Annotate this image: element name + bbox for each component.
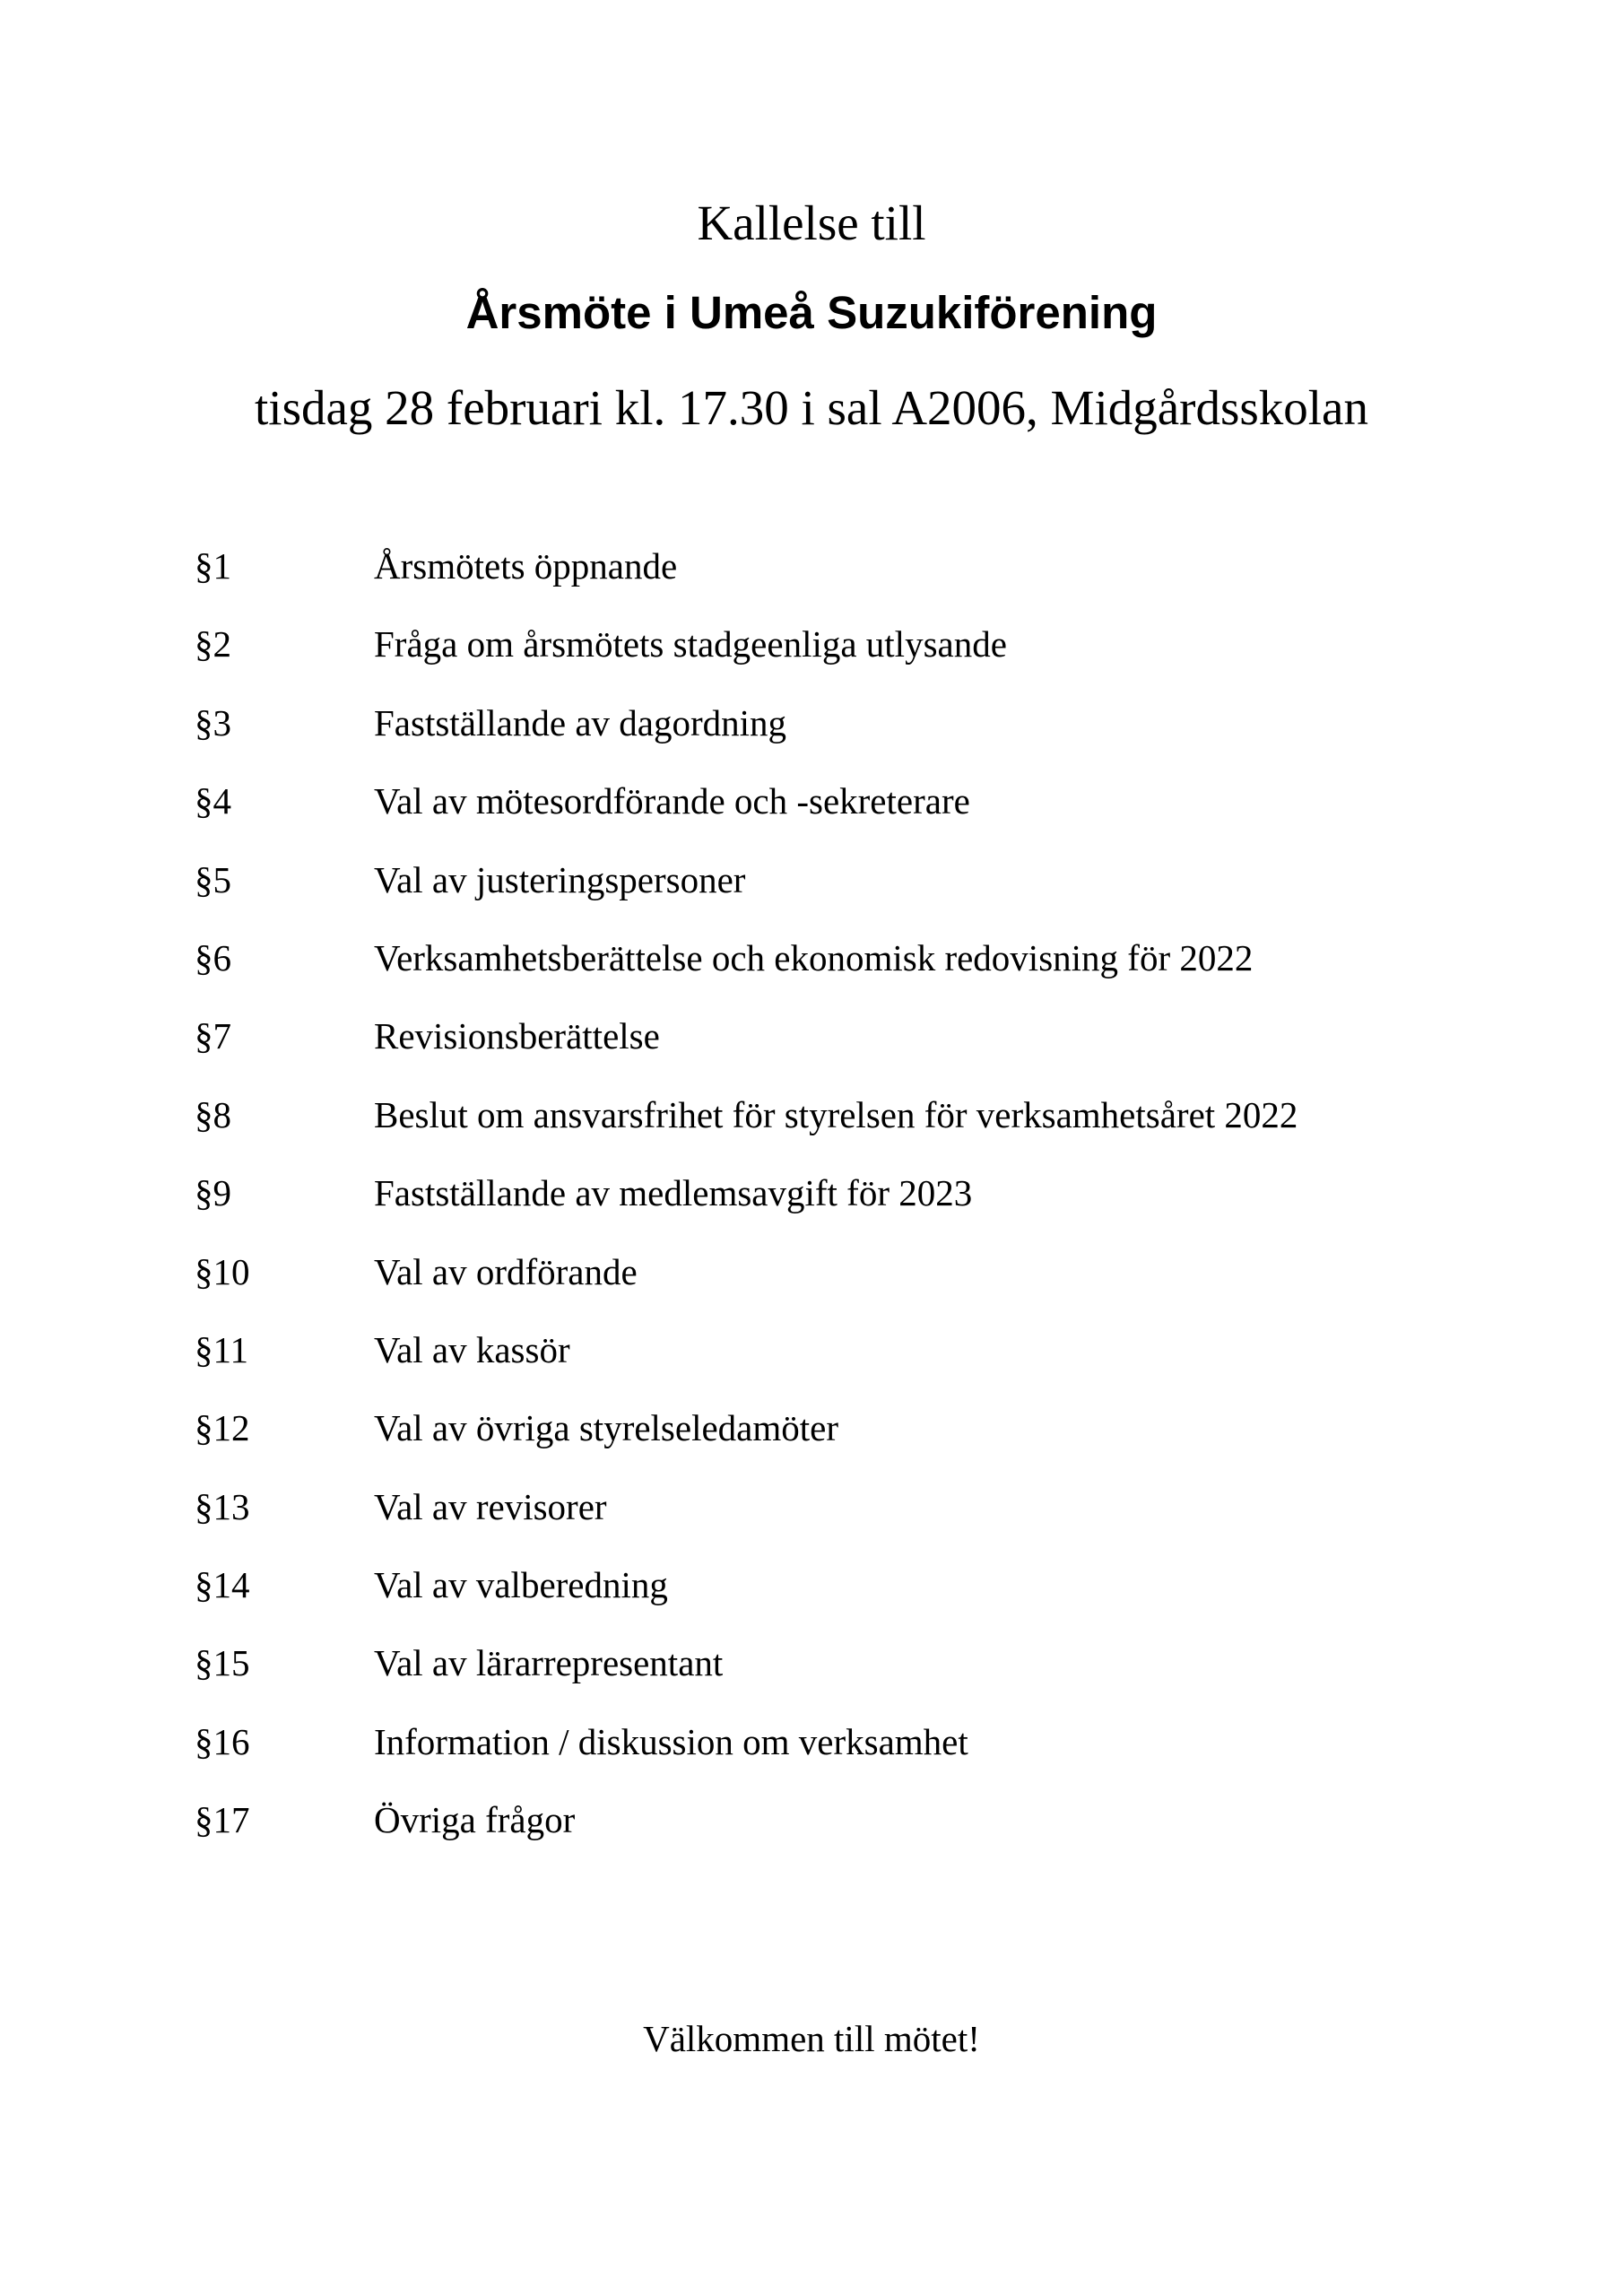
agenda-list	[0, 535, 1623, 1867]
agenda-item-text: Val av mötesordförande och -sekreterare	[374, 780, 970, 822]
agenda-item-text: Information / diskussion om verksamhet	[374, 1720, 968, 1762]
agenda-item-text: Fastställande av dagordning	[374, 701, 787, 744]
agenda-item-number: §10	[195, 1250, 250, 1292]
agenda-item	[0, 613, 1623, 691]
agenda-item	[0, 1083, 1623, 1161]
agenda-item-number: §13	[195, 1485, 250, 1527]
agenda-item-text: Val av valberedning	[374, 1564, 668, 1606]
agenda-item	[0, 848, 1623, 926]
agenda-item-text: Fastställande av medlemsavgift för 2023	[374, 1172, 973, 1214]
agenda-item	[0, 1004, 1623, 1083]
meeting-heading: Årsmöte i Umeå Suzukiförening	[465, 287, 1158, 338]
agenda-item	[0, 1318, 1623, 1396]
agenda-item	[0, 1161, 1623, 1239]
agenda-item-number: §5	[195, 858, 231, 900]
agenda-item-text: Val av kassör	[374, 1328, 570, 1370]
agenda-item-number: §6	[195, 936, 231, 978]
agenda-item	[0, 1396, 1623, 1474]
agenda-item-text: Övriga frågor	[374, 1799, 576, 1841]
agenda-item-text: Verksamhetsberättelse och ekonomisk redovisning för 2022	[374, 936, 1254, 978]
agenda-item-text: Fråga om årsmötets stadgeenliga utlysande	[374, 623, 1007, 665]
agenda-item	[0, 770, 1623, 848]
agenda-item-number: §17	[195, 1799, 250, 1841]
agenda-item	[0, 926, 1623, 1004]
agenda-item	[0, 1788, 1623, 1866]
agenda-item-text: Revisionsberättelse	[374, 1015, 660, 1057]
agenda-item-number: §7	[195, 1015, 231, 1057]
agenda-item	[0, 1710, 1623, 1788]
agenda-item-text: Val av lärarrepresentant	[374, 1642, 724, 1684]
agenda-item-text: Val av övriga styrelseledamöter	[374, 1407, 839, 1449]
agenda-item-number: §3	[195, 701, 231, 744]
agenda-item-number: §8	[195, 1093, 231, 1135]
agenda-item	[0, 1631, 1623, 1709]
meeting-details: tisdag 28 februari kl. 17.30 i sal A2006, Midgårdsskolan	[255, 380, 1368, 435]
agenda-item-text: Val av revisorer	[374, 1485, 607, 1527]
agenda-item-number: §4	[195, 780, 231, 822]
agenda-item-number: §15	[195, 1642, 250, 1684]
agenda-item	[0, 691, 1623, 770]
agenda-item-text: Beslut om ansvarsfrihet för styrelsen för verksamhetsåret 2022	[374, 1093, 1298, 1135]
agenda-item	[0, 1475, 1623, 1553]
agenda-item-number: §9	[195, 1172, 231, 1214]
agenda-item	[0, 1553, 1623, 1631]
agenda-item-text: Val av ordförande	[374, 1250, 638, 1292]
agenda-item	[0, 535, 1623, 613]
agenda-item-number: §14	[195, 1564, 250, 1606]
agenda-item	[0, 1240, 1623, 1318]
agenda-item-text: Val av justeringspersoner	[374, 858, 746, 900]
welcome-message: Välkommen till mötet!	[643, 2018, 980, 2059]
agenda-item-number: §1	[195, 545, 231, 587]
agenda-item-number: §16	[195, 1720, 250, 1762]
agenda-item-number: §2	[195, 623, 231, 665]
agenda-item-number: §12	[195, 1407, 250, 1449]
agenda-item-text: Årsmötets öppnande	[374, 545, 678, 587]
document-title: Kallelse till	[697, 196, 926, 250]
agenda-item-number: §11	[195, 1328, 248, 1370]
